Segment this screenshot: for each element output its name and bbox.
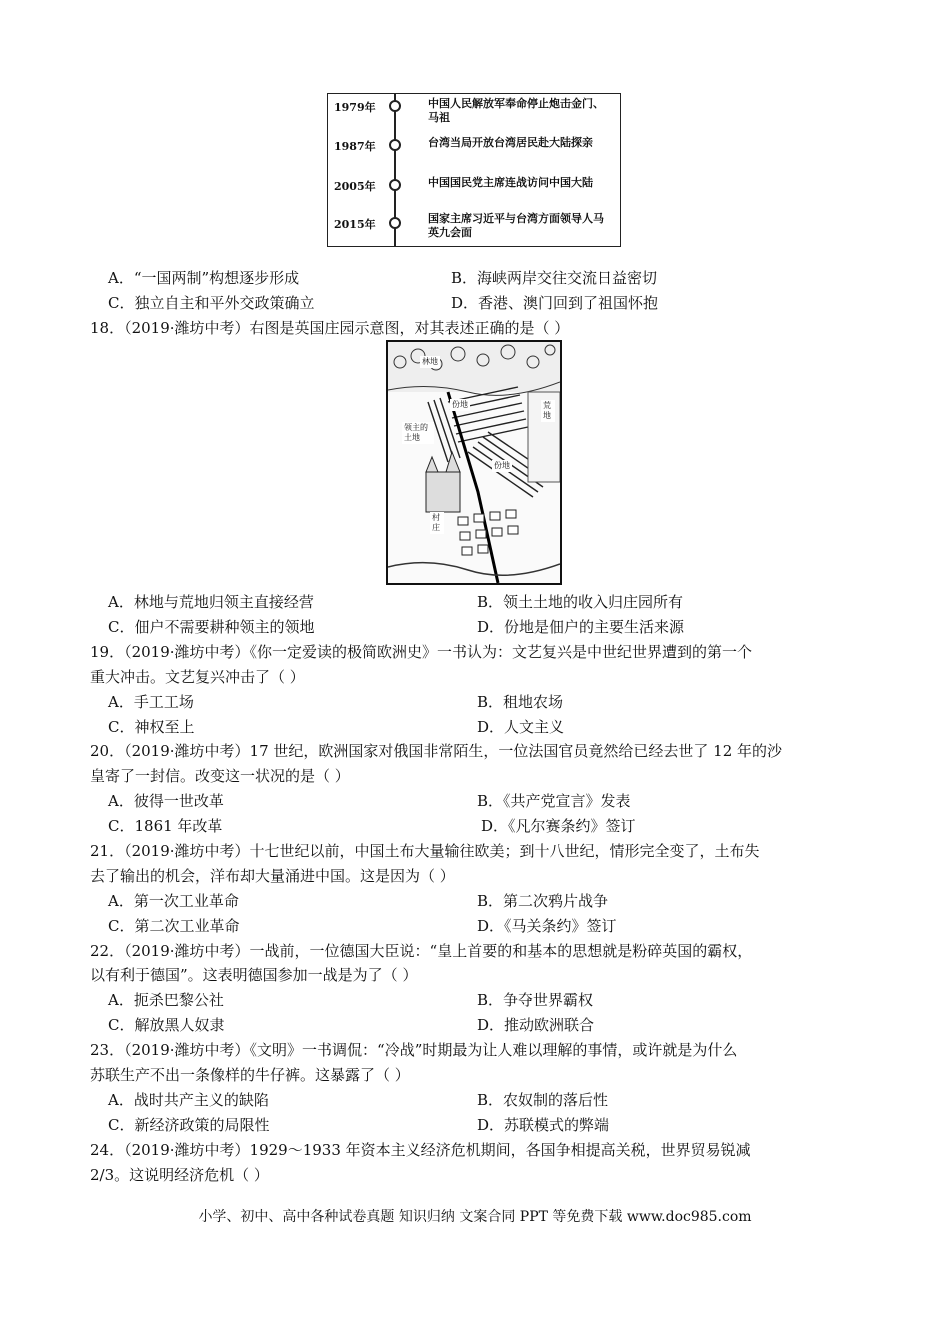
timeline-year: 2005年 <box>334 180 376 193</box>
timeline-year: 1979年 <box>334 101 376 114</box>
q20-option-c: C．1861 年改革 <box>108 817 223 835</box>
q20-option-d: D．《凡尔赛条约》签订 <box>481 817 636 835</box>
q19-option-b: B．租地农场 <box>477 693 564 711</box>
map-label-village: 村庄 <box>430 512 444 534</box>
timeline-node <box>389 139 401 151</box>
q17-option-a: A．“一国两制”构想逐步形成 <box>108 269 300 287</box>
q22-stem-cont: 以有利于德国”。这表明德国参加一战是为了（ ） <box>90 966 418 984</box>
q18-option-c: C．佃户不需要耕种领主的领地 <box>108 618 315 636</box>
q22-option-d: D．推动欧洲联合 <box>477 1016 595 1034</box>
timeline-year: 2015年 <box>334 218 376 231</box>
q24-stem: 24．（2019·潍坊中考）1929～1933 年资本主义经济危机期间，各国争相提高关税，世界贸易锐减 <box>90 1141 751 1159</box>
timeline-node <box>389 179 401 191</box>
map-label-woods: 林地 <box>422 357 438 366</box>
q17-option-b: B．海峡两岸交往交流日益密切 <box>451 269 658 287</box>
q19-option-d: D．人文主义 <box>477 718 565 736</box>
q19-option-a: A．手工工场 <box>108 693 194 711</box>
timeline-figure <box>327 93 621 247</box>
q20-stem-cont: 皇寄了一封信。改变这一状况的是（ ） <box>90 767 350 785</box>
q20-stem: 20．（2019·潍坊中考）17 世纪，欧洲国家对俄国非常陌生，一位法国官员竟然给已经去世了 12 年的沙 <box>90 742 783 760</box>
q19-option-c: C．神权至上 <box>108 718 195 736</box>
q22-option-b: B．争夺世界霸权 <box>477 991 594 1009</box>
map-label-lord-land: 领主的土地 <box>402 422 434 444</box>
map-label-waste: 荒地 <box>541 400 555 422</box>
q18-option-b: B．领土土地的收入归庄园所有 <box>477 593 684 611</box>
timeline-event: 中国国民党主席连战访问中国大陆 <box>428 176 593 189</box>
q17-option-c: C．独立自主和平外交政策确立 <box>108 294 315 312</box>
map-label-share-land: 份地 <box>494 461 510 470</box>
q22-option-c: C．解放黑人奴隶 <box>108 1016 225 1034</box>
q18-stem: 18．（2019·潍坊中考）右图是英国庄园示意图，对其表述正确的是（ ） <box>90 319 570 337</box>
q21-option-d: D．《马关条约》签订 <box>477 917 617 935</box>
q18-option-a: A．林地与荒地归领主直接经营 <box>108 593 314 611</box>
page-footer: 小学、初中、高中各种试卷真题 知识归纳 文案合同 PPT 等免费下载 www.doc985.com <box>198 1209 752 1225</box>
timeline-node <box>389 100 401 112</box>
q24-stem-cont: 2/3。这说明经济危机（ ） <box>90 1166 269 1184</box>
q17-option-d: D．香港、澳门回到了祖国怀抱 <box>451 294 659 312</box>
manor-map-drawing <box>388 342 560 583</box>
q23-option-a: A．战时共产主义的缺陷 <box>108 1091 269 1109</box>
q23-stem: 23．（2019·潍坊中考）《文明》一书调侃：“冷战”时期最为让人难以理解的事情，或许就是为什么 <box>90 1041 738 1059</box>
timeline-node <box>389 217 401 229</box>
q19-stem: 19．（2019·潍坊中考）《你一定爱读的极简欧洲史》一书认为：文艺复兴是中世纪世界遭到的第一个 <box>90 643 753 661</box>
q21-option-c: C．第二次工业革命 <box>108 917 240 935</box>
q23-option-d: D．苏联模式的弊端 <box>477 1116 610 1134</box>
q22-option-a: A．扼杀巴黎公社 <box>108 991 224 1009</box>
q21-stem-cont: 去了输出的机会，洋布却大量涌进中国。这是因为（ ） <box>90 867 455 885</box>
q23-stem-cont: 苏联生产不出一条像样的牛仔裤。这暴露了（ ） <box>90 1066 410 1084</box>
timeline-event: 中国人民解放军奉命停止炮击金门、马祖 <box>428 97 604 124</box>
q20-option-b: B．《共产党宣言》发表 <box>477 792 631 810</box>
q21-option-a: A．第一次工业革命 <box>108 892 239 910</box>
timeline-event: 国家主席习近平与台湾方面领导人马英九会面 <box>428 212 604 239</box>
q22-stem: 22．（2019·潍坊中考）一战前，一位德国大臣说：“皇上首要的和基本的思想就是粉碎英国的霸权， <box>90 942 753 960</box>
timeline-event: 台湾当局开放台湾居民赴大陆探亲 <box>428 136 593 149</box>
q21-stem: 21．（2019·潍坊中考）十七世纪以前，中国土布大量输往欧美；到十八世纪，情形完全变了，土布失 <box>90 842 760 860</box>
q18-option-d: D．份地是佃户的主要生活来源 <box>477 618 685 636</box>
q23-option-b: B．农奴制的落后性 <box>477 1091 609 1109</box>
q20-option-a: A．彼得一世改革 <box>108 792 224 810</box>
map-label-share-land: 份地 <box>452 400 468 409</box>
timeline-year: 1987年 <box>334 140 376 153</box>
q19-stem-cont: 重大冲击。文艺复兴冲击了（ ） <box>90 668 305 686</box>
q21-option-b: B．第二次鸦片战争 <box>477 892 609 910</box>
manor-map <box>386 340 562 585</box>
q23-option-c: C．新经济政策的局限性 <box>108 1116 270 1134</box>
